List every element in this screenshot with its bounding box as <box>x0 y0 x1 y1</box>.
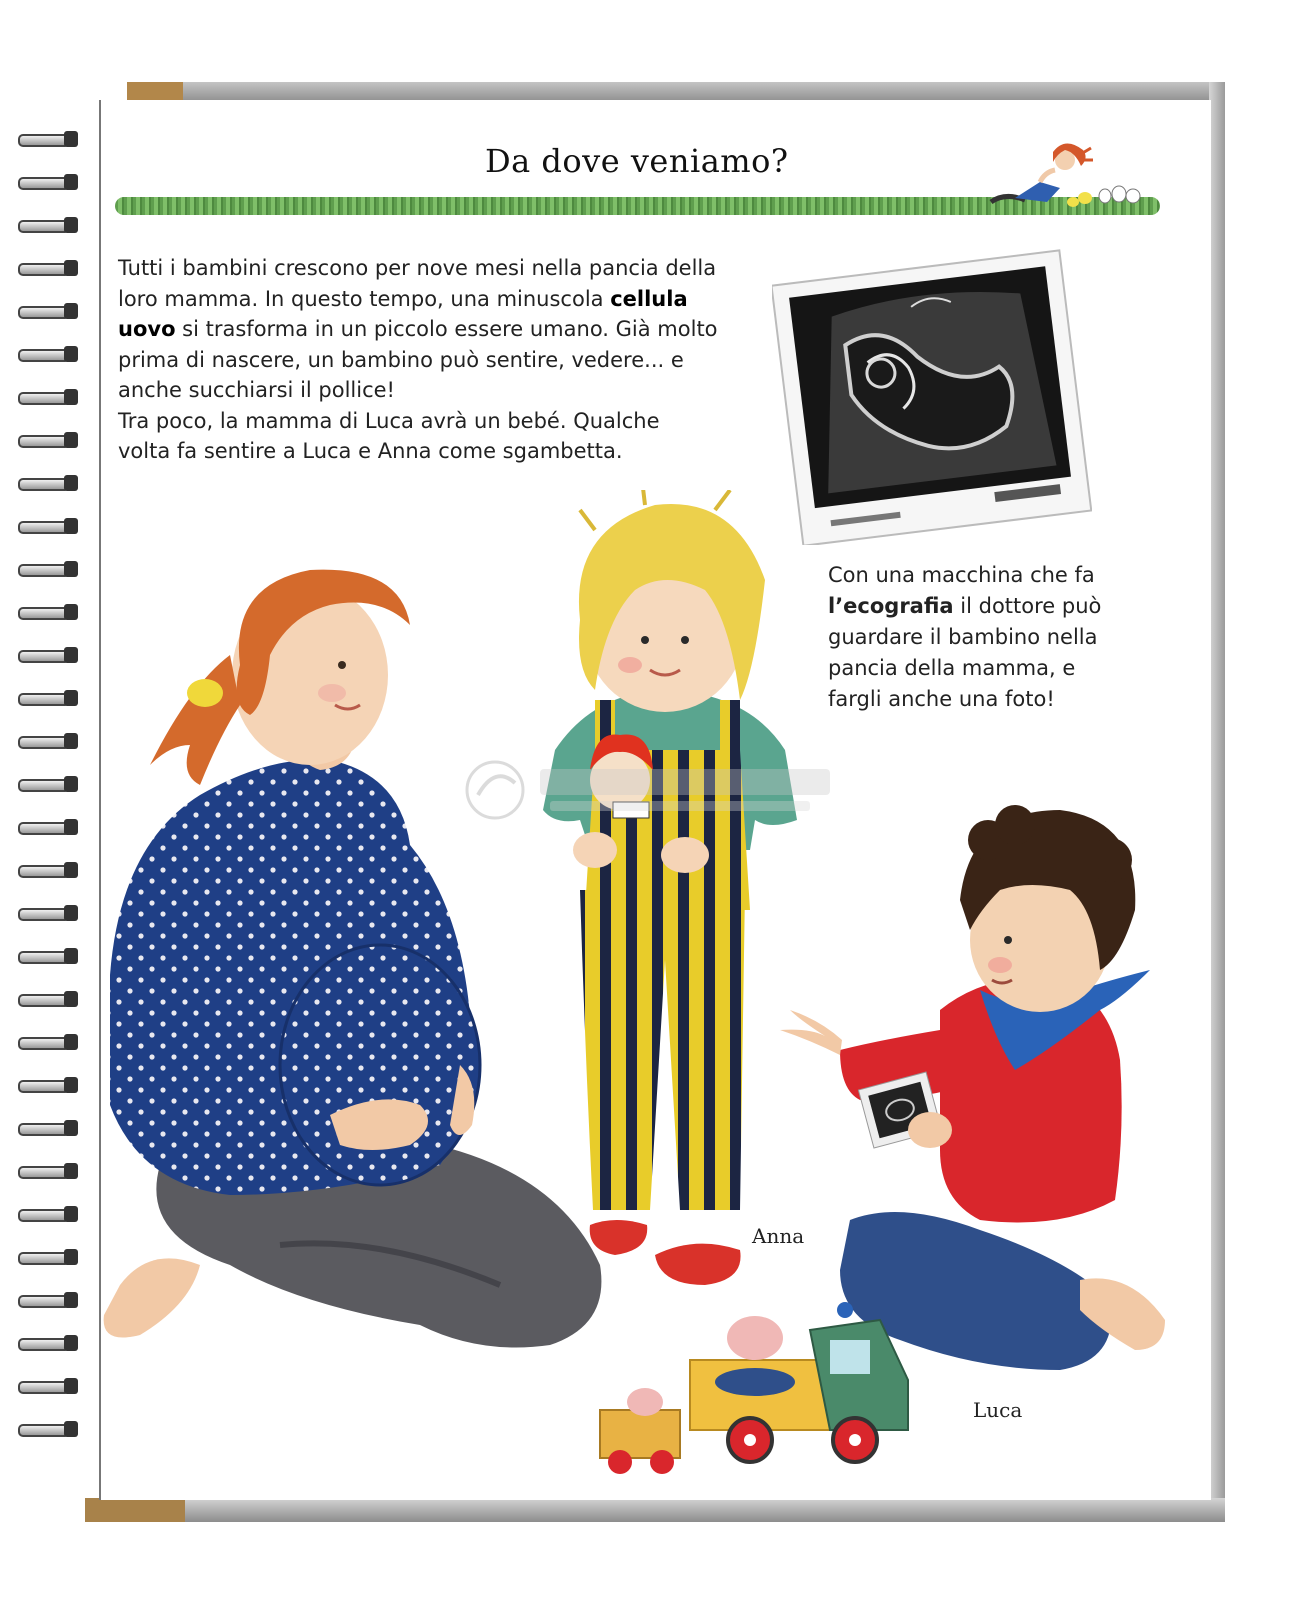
ring-wire <box>18 994 70 1007</box>
ring-wire <box>18 1338 70 1351</box>
ring-wire <box>18 1424 70 1437</box>
ring-hole <box>64 1292 78 1308</box>
spiral-ring <box>18 644 80 666</box>
ring-hole <box>64 1421 78 1437</box>
ring-hole <box>64 1120 78 1136</box>
spiral-ring <box>18 171 80 193</box>
ring-hole <box>64 776 78 792</box>
ring-hole <box>64 174 78 190</box>
ultrasound-photo <box>772 245 1092 545</box>
intro-text-part1: Tutti i bambini crescono per nove mesi nella pancia della loro mamma. In questo tempo, una minuscola <box>118 256 717 311</box>
ring-wire <box>18 349 70 362</box>
ring-hole <box>64 1378 78 1394</box>
ring-wire <box>18 607 70 620</box>
spiral-ring <box>18 988 80 1010</box>
ring-wire <box>18 1381 70 1394</box>
anna-illustration <box>535 490 805 1290</box>
spiral-ring <box>18 429 80 451</box>
watermark-logo <box>460 755 840 825</box>
ring-wire <box>18 693 70 706</box>
ring-hole <box>64 217 78 233</box>
ring-wire <box>18 865 70 878</box>
spiral-ring <box>18 515 80 537</box>
book-bottom-edge <box>85 1498 1225 1522</box>
ring-wire <box>18 306 70 319</box>
spiral-ring <box>18 128 80 150</box>
ring-wire <box>18 951 70 964</box>
ring-hole <box>64 1249 78 1265</box>
spiral-ring <box>18 1074 80 1096</box>
ring-wire <box>18 435 70 448</box>
ring-hole <box>64 991 78 1007</box>
intro-text-paragraph2: Tra poco, la mamma di Luca avrà un bebé. Qualche volta fa sentire a Luca e Anna come sgambetta. <box>118 408 660 463</box>
spiral-ring <box>18 1160 80 1182</box>
spiral-ring <box>18 214 80 236</box>
spiral-ring <box>18 773 80 795</box>
ring-wire <box>18 521 70 534</box>
ring-wire <box>18 1295 70 1308</box>
spiral-ring <box>18 1289 80 1311</box>
label-anna: Anna <box>752 1224 805 1248</box>
girl-with-chicks-illustration <box>985 132 1155 212</box>
spiral-ring <box>18 1332 80 1354</box>
ring-wire <box>18 1166 70 1179</box>
spiral-ring <box>18 687 80 709</box>
ring-wire <box>18 908 70 921</box>
page-title: Da dove veniamo? <box>485 142 789 180</box>
ring-hole <box>64 819 78 835</box>
caption-part1: Con una macchina che fa <box>828 563 1095 587</box>
spiral-ring <box>18 1418 80 1440</box>
ring-hole <box>64 260 78 276</box>
ring-hole <box>64 1163 78 1179</box>
spiral-ring <box>18 730 80 752</box>
spiral-ring <box>18 816 80 838</box>
spiral-ring <box>18 300 80 322</box>
spiral-ring <box>18 558 80 580</box>
ring-wire <box>18 650 70 663</box>
spiral-ring <box>18 343 80 365</box>
ring-hole <box>64 905 78 921</box>
spiral-ring <box>18 257 80 279</box>
book-right-edge <box>1209 82 1225 1522</box>
ring-wire <box>18 779 70 792</box>
ring-hole <box>64 604 78 620</box>
caption-part2: il dottore può guardare il bambino nella pancia della mamma, e fargli anche una foto! <box>828 594 1102 711</box>
ring-hole <box>64 948 78 964</box>
spiral-ring <box>18 1117 80 1139</box>
term-cellula-uovo: cellula uovo <box>118 286 688 341</box>
ring-hole <box>64 518 78 534</box>
ring-hole <box>64 475 78 491</box>
ring-hole <box>64 1335 78 1351</box>
ring-wire <box>18 1037 70 1050</box>
ring-hole <box>64 1206 78 1222</box>
ring-hole <box>64 303 78 319</box>
ring-hole <box>64 1034 78 1050</box>
spiral-ring <box>18 859 80 881</box>
ring-wire <box>18 1252 70 1265</box>
ring-wire <box>18 736 70 749</box>
spiral-ring <box>18 902 80 924</box>
spiral-ring <box>18 386 80 408</box>
ring-wire <box>18 822 70 835</box>
ring-wire <box>18 392 70 405</box>
spiral-ring <box>18 472 80 494</box>
book-top-edge <box>127 82 1225 102</box>
ring-wire <box>18 1123 70 1136</box>
book-bottom-tab <box>85 1498 185 1522</box>
toy-truck-illustration <box>590 1290 920 1490</box>
ring-wire <box>18 134 70 147</box>
term-ecografia: l’ecografia <box>828 594 954 618</box>
ring-wire <box>18 220 70 233</box>
ring-wire <box>18 1209 70 1222</box>
spiral-ring <box>18 1203 80 1225</box>
spiral-ring <box>18 945 80 967</box>
ring-hole <box>64 131 78 147</box>
ring-hole <box>64 733 78 749</box>
ring-hole <box>64 690 78 706</box>
ring-wire <box>18 1080 70 1093</box>
ring-hole <box>64 647 78 663</box>
spiral-binding <box>18 128 88 1468</box>
intro-text <box>118 253 718 467</box>
ring-hole <box>64 432 78 448</box>
ring-hole <box>64 1077 78 1093</box>
ring-hole <box>64 346 78 362</box>
ultrasound-caption <box>828 560 1128 715</box>
spiral-ring <box>18 1031 80 1053</box>
label-luca: Luca <box>973 1398 1023 1422</box>
spiral-ring <box>18 1246 80 1268</box>
spiral-ring <box>18 601 80 623</box>
ring-wire <box>18 263 70 276</box>
book-top-tab <box>127 82 183 102</box>
spiral-ring <box>18 1375 80 1397</box>
ring-hole <box>64 389 78 405</box>
ring-wire <box>18 478 70 491</box>
ring-wire <box>18 177 70 190</box>
ring-hole <box>64 862 78 878</box>
ring-wire <box>18 564 70 577</box>
ring-hole <box>64 561 78 577</box>
intro-text-part2: si trasforma in un piccolo essere umano. Già molto prima di nascere, un bambino può sentire, vedere... e anche succhiarsi il pollice! <box>118 317 718 402</box>
